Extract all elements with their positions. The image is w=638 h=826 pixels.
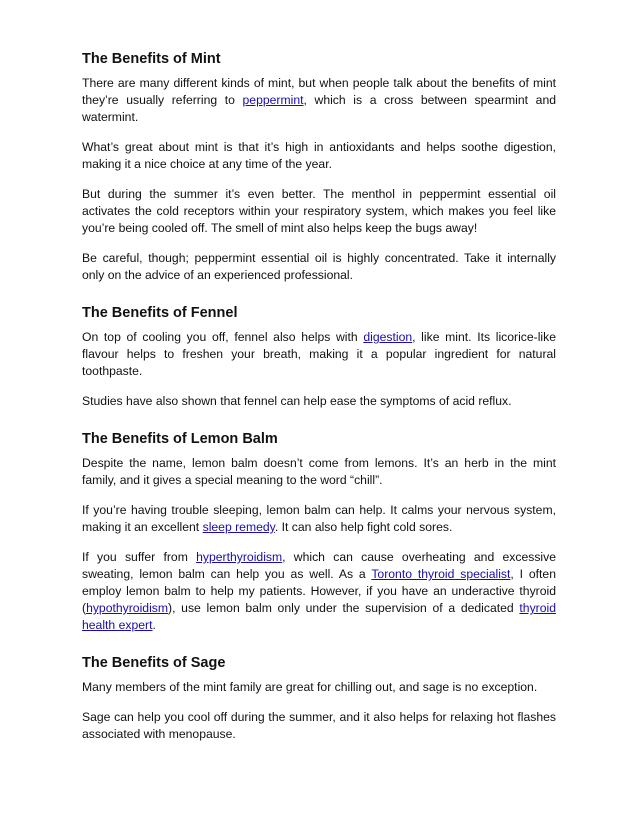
text: . It can also help fight cold sores.	[274, 520, 453, 534]
digestion-link[interactable]: digestion	[363, 330, 413, 344]
sage-paragraph-1: Many members of the mint family are great for chilling out, and sage is no exception.	[82, 680, 538, 694]
sage-paragraph-2: Sage can help you cool off during the summer, and it also helps for relaxing hot flashes associated with menopause.	[82, 710, 556, 741]
mint-paragraph-2: What’s great about mint is that it’s high in antioxidants and helps soothe digestion, making it a nice choice at any time of the year.	[82, 140, 556, 171]
mint-paragraph-4: Be careful, though; peppermint essential oil is highly concentrated. Take it internally only on the advice of an experienced professional.	[82, 251, 556, 282]
text: , which is a cross between spearmint and watermint.	[82, 93, 556, 124]
text: , like mint. Its licorice-like flavour helps to freshen your breath, making it a popular ingredient for natural toothpaste.	[82, 330, 557, 378]
text: If you suffer from	[82, 550, 197, 564]
fennel-paragraph-1	[82, 329, 556, 380]
fennel-paragraph-2: Studies have also shown that fennel can help ease the symptoms of acid reflux.	[82, 394, 512, 408]
sleep-remedy-link[interactable]: sleep remedy	[202, 520, 275, 534]
text: .	[152, 618, 156, 632]
mint-paragraph-1	[82, 75, 556, 126]
lemon-balm-paragraph-2	[82, 502, 556, 536]
heading-lemon-balm: The Benefits of Lemon Balm	[82, 431, 278, 447]
thyroid-health-expert-link[interactable]: thyroid health expert	[82, 601, 556, 632]
text: On top of cooling you off, fennel also helps with	[82, 330, 364, 344]
lemon-balm-paragraph-3	[82, 549, 556, 634]
heading-fennel: The Benefits of Fennel	[82, 305, 238, 321]
toronto-thyroid-specialist-link[interactable]: Toronto thyroid specialist	[371, 567, 511, 581]
hyperthyroidism-link[interactable]: hyperthyroidism	[196, 550, 283, 564]
text: ), use lemon balm only under the supervision of a dedicated	[168, 601, 520, 615]
text: There are many different kinds of mint, but when people talk about the benefits of mint they’re usually referring to	[82, 76, 556, 107]
peppermint-link[interactable]: peppermint	[242, 93, 304, 107]
text: , which can cause overheating and excessive sweating, lemon balm can help you as well. As a	[82, 550, 556, 581]
hypothyroidism-link[interactable]: hypothyroidism	[86, 601, 169, 615]
text: If you’re having trouble sleeping, lemon balm can help. It calms your nervous system, making it an excellent	[82, 503, 556, 534]
heading-mint: The Benefits of Mint	[82, 51, 221, 67]
lemon-balm-paragraph-1: Despite the name, lemon balm doesn’t come from lemons. It’s an herb in the mint family, and it gives a special meaning to the word “chill”.	[82, 456, 556, 487]
text: , I often employ lemon balm to help my patients. However, if you have an underactive thyroid (	[82, 567, 556, 615]
heading-sage: The Benefits of Sage	[82, 655, 226, 671]
document-page	[82, 50, 556, 743]
mint-paragraph-3: But during the summer it’s even better. The menthol in peppermint essential oil activates the cold receptors within your respiratory system, which makes you feel like you’re being cooled off. The smell of mint also helps keep the bugs away!	[82, 187, 556, 235]
